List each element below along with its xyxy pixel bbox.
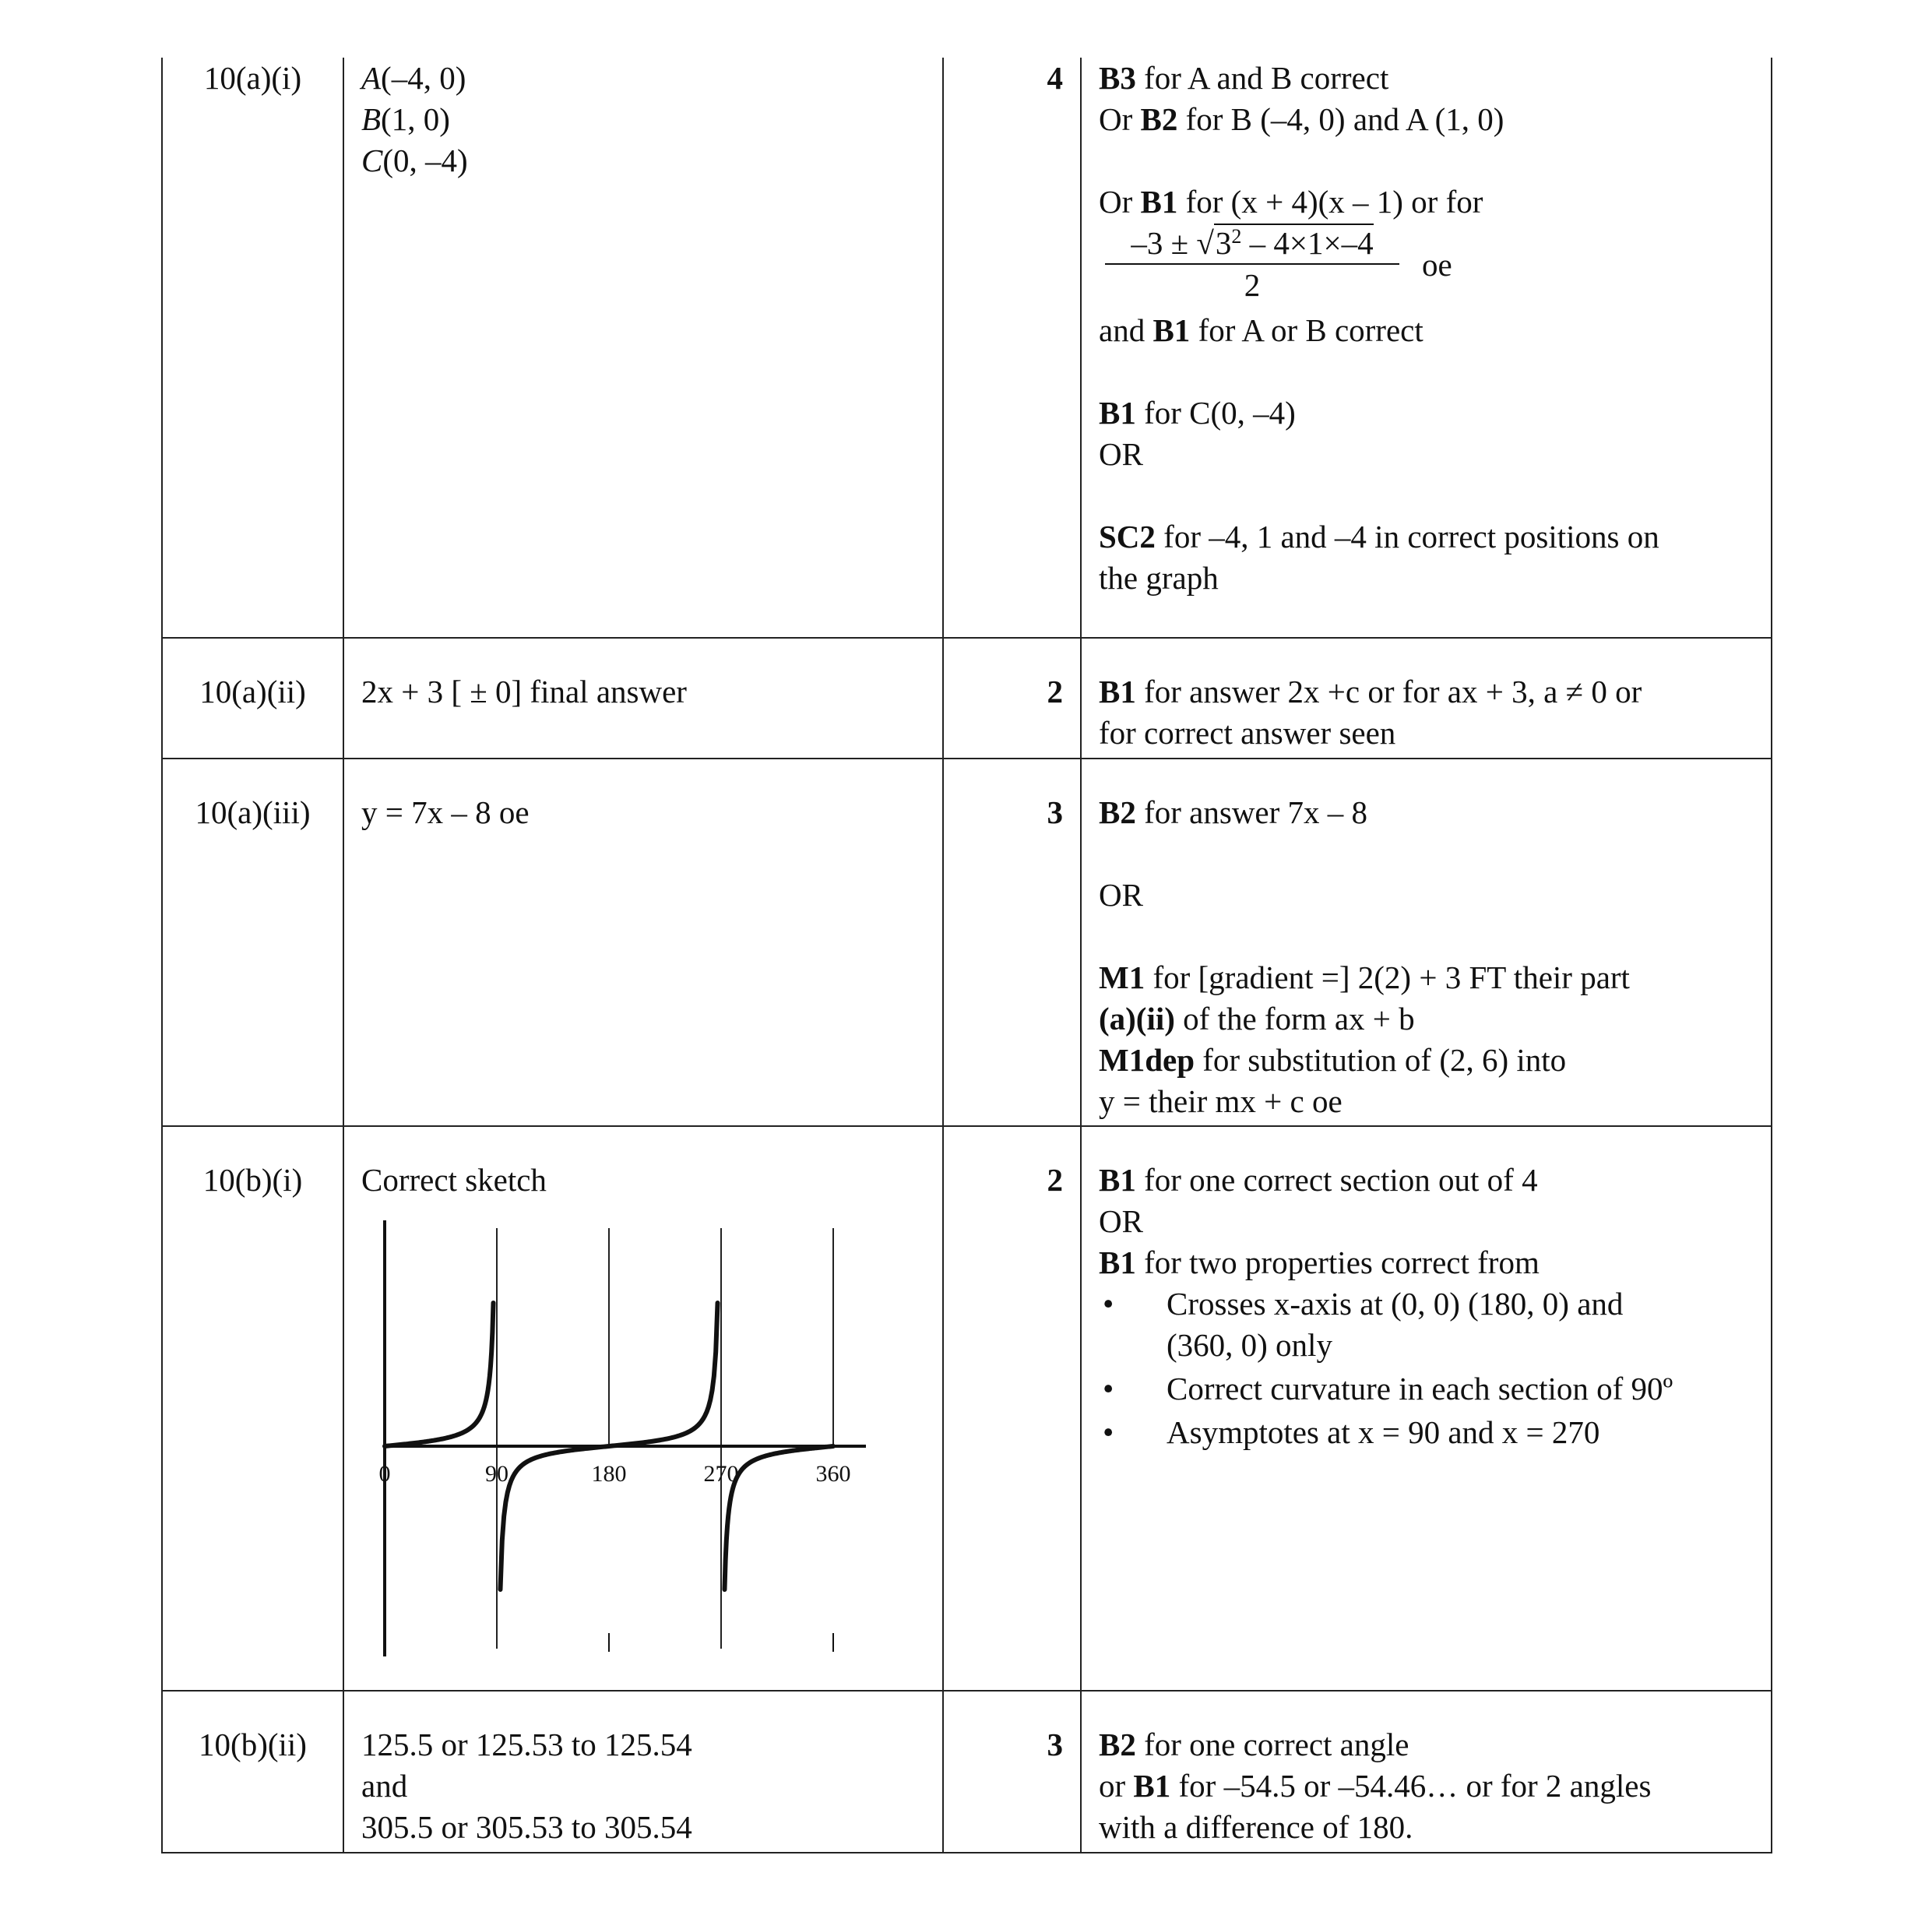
guidance-line: B1 for answer 2x +c or for ax + 3, a ≠ 0 or: [1099, 674, 1642, 709]
answer-cell: [343, 638, 943, 759]
question-number: 10(a)(ii): [199, 674, 306, 709]
x-tick-label: 0: [378, 1461, 391, 1487]
guidance-line: B1 for two properties correct from: [1099, 1244, 1540, 1280]
guidance-line: B1 for C(0, –4): [1099, 395, 1296, 431]
list-item: • Asymptotes at x = 90 and x = 270: [1103, 1414, 1600, 1450]
guidance-line: (a)(ii) of the form ax + b: [1099, 1001, 1415, 1037]
tan-sketch: [368, 1220, 905, 1680]
guidance-line: Or B2 for B (–4, 0) and A (1, 0): [1099, 101, 1504, 137]
guidance-line: B2 for one correct angle: [1099, 1727, 1409, 1762]
mark-scheme-table: [161, 58, 1772, 1853]
guidance-line: OR: [1099, 1203, 1143, 1239]
list-item: • Correct curvature in each section of 90º: [1103, 1371, 1673, 1406]
list-item: • Crosses x-axis at (0, 0) (180, 0) and: [1103, 1286, 1624, 1322]
marks-cell: [943, 58, 1081, 638]
answer-line: Correct sketch: [361, 1162, 547, 1198]
answer-cell: [343, 1126, 943, 1691]
answer-cell: [343, 759, 943, 1126]
answer-line: C(0, –4): [361, 143, 468, 178]
guidance-cell: [1081, 1126, 1772, 1691]
table-row: [162, 638, 1772, 759]
guidance-line: SC2 for –4, 1 and –4 in correct positions on: [1099, 519, 1659, 554]
guidance-cell: [1081, 638, 1772, 759]
guidance-line: y = their mx + c oe: [1099, 1083, 1343, 1119]
table-row: [162, 1691, 1772, 1853]
marks-value: 3: [1047, 794, 1063, 830]
marks-cell: [943, 1691, 1081, 1853]
question-number: 10(b)(i): [202, 1162, 303, 1198]
guidance-cell: [1081, 1691, 1772, 1853]
answer-line: 305.5 or 305.53 to 305.54: [361, 1809, 692, 1845]
x-tick-label: 360: [815, 1461, 851, 1487]
x-tick-label: 90: [485, 1461, 509, 1487]
question-cell: [162, 759, 343, 1126]
answer-cell: [343, 1691, 943, 1853]
guidance-line: M1dep for substitution of (2, 6) into: [1099, 1042, 1567, 1078]
marks-cell: [943, 1126, 1081, 1691]
answer-line: y = 7x – 8 oe: [361, 794, 530, 830]
answer-a: (–4, 0): [381, 60, 466, 96]
guidance-line: or B1 for –54.5 or –54.46… or for 2 angles: [1099, 1768, 1652, 1804]
guidance-line: B2 for answer 7x – 8: [1099, 794, 1368, 830]
answer-c: (0, –4): [382, 143, 468, 178]
properties-list: [1099, 1283, 1763, 1453]
question-cell: [162, 58, 343, 638]
x-tick-label: 270: [703, 1461, 739, 1487]
marks-value: 2: [1047, 674, 1063, 709]
answer-cell: [343, 58, 943, 638]
marks-value: 2: [1047, 1162, 1063, 1198]
table-row: [162, 1126, 1772, 1691]
answer-line: 2x + 3 [ ± 0] final answer: [361, 674, 687, 709]
guidance-line: B3 for A and B correct: [1099, 60, 1389, 96]
guidance-cell: [1081, 759, 1772, 1126]
guidance-line: OR: [1099, 877, 1143, 913]
answer-line: B(1, 0): [361, 101, 450, 137]
answer-line: 125.5 or 125.53 to 125.54: [361, 1727, 692, 1762]
quadratic-formula: $\frac{-3 \pm √3^2 - 4\times 1\times-4}{2}$ oe: [1099, 223, 1763, 310]
question-number: 10(b)(ii): [199, 1727, 307, 1762]
marks-cell: [943, 759, 1081, 1126]
guidance-cell: [1081, 58, 1772, 638]
answer-line: and: [361, 1768, 408, 1804]
table-row: [162, 759, 1772, 1126]
guidance-line: with a difference of 180.: [1099, 1809, 1413, 1845]
guidance-line: Or B1 for (x + 4)(x – 1) or for: [1099, 184, 1483, 220]
question-cell: [162, 638, 343, 759]
guidance-line: B1 for one correct section out of 4: [1099, 1162, 1538, 1198]
question-number: 10(a)(iii): [195, 794, 311, 830]
answer-b: (1, 0): [381, 101, 450, 137]
guidance-line: and B1 for A or B correct: [1099, 312, 1423, 348]
table-row: [162, 58, 1772, 638]
guidance-line: for correct answer seen: [1099, 715, 1396, 751]
marks-cell: [943, 638, 1081, 759]
question-cell: [162, 1126, 343, 1691]
guidance-line: OR: [1099, 436, 1143, 472]
x-tick-label: 180: [591, 1461, 627, 1487]
guidance-line: M1 for [gradient =] 2(2) + 3 FT their part: [1099, 959, 1630, 995]
tan-curve-branch-1: [385, 1303, 494, 1446]
list-item: (360, 0) only: [1167, 1327, 1332, 1363]
answer-line: A(–4, 0): [361, 60, 466, 96]
marks-value: 4: [1047, 60, 1063, 96]
guidance-line: the graph: [1099, 560, 1219, 596]
question-cell: [162, 1691, 343, 1853]
question-number: 10(a)(i): [203, 60, 302, 96]
marks-value: 3: [1047, 1727, 1063, 1762]
